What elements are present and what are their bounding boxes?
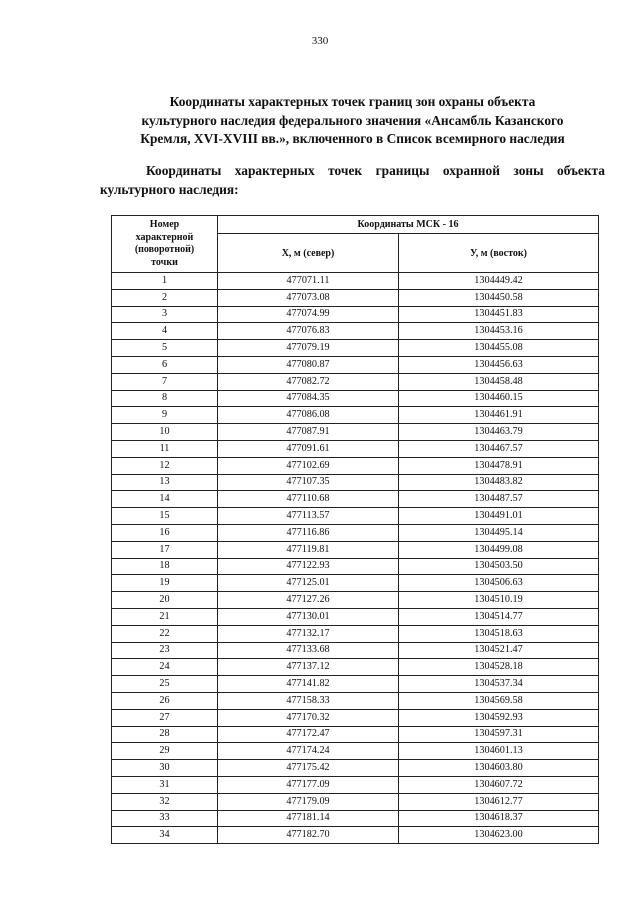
point-number-cell: 32 (112, 793, 218, 810)
x-coordinate-cell: 477086.08 (218, 407, 399, 424)
point-number-cell: 20 (112, 592, 218, 609)
table-row (112, 457, 599, 474)
table-row (112, 356, 599, 373)
subtitle-line: культурного наследия: (100, 182, 239, 197)
table-row (112, 760, 599, 777)
title-line: Координаты характерных точек границ зон охраны объекта (169, 94, 536, 109)
table-row (112, 508, 599, 525)
point-number-cell: 5 (112, 340, 218, 357)
table-row (112, 642, 599, 659)
y-coordinate-cell: 1304460.15 (399, 390, 599, 407)
table-row (112, 289, 599, 306)
y-coordinate-cell: 1304453.16 (399, 323, 599, 340)
point-number-cell: 2 (112, 289, 218, 306)
point-number-cell: 19 (112, 575, 218, 592)
point-number-cell: 27 (112, 709, 218, 726)
x-coordinate-cell: 477102.69 (218, 457, 399, 474)
table-row (112, 625, 599, 642)
point-number-cell: 21 (112, 608, 218, 625)
x-coordinate-cell: 477113.57 (218, 508, 399, 525)
x-coordinate-cell: 477179.09 (218, 793, 399, 810)
x-coordinate-cell: 477110.68 (218, 491, 399, 508)
y-coordinate-cell: 1304514.77 (399, 608, 599, 625)
coordinates-table (111, 215, 599, 844)
y-coordinate-cell: 1304491.01 (399, 508, 599, 525)
y-coordinate-header: У, м (восток) (399, 234, 599, 273)
x-coordinate-cell: 477074.99 (218, 306, 399, 323)
y-coordinate-cell: 1304518.63 (399, 625, 599, 642)
table-row (112, 692, 599, 709)
y-coordinate-cell: 1304456.63 (399, 356, 599, 373)
point-number-cell: 6 (112, 356, 218, 373)
x-coordinate-cell: 477172.47 (218, 726, 399, 743)
y-coordinate-cell: 1304451.83 (399, 306, 599, 323)
x-coordinate-cell: 477177.09 (218, 776, 399, 793)
y-coordinate-cell: 1304458.48 (399, 373, 599, 390)
table-row (112, 726, 599, 743)
table-row (112, 407, 599, 424)
point-number-cell: 9 (112, 407, 218, 424)
x-coordinate-cell: 477116.86 (218, 524, 399, 541)
x-coordinate-cell: 477133.68 (218, 642, 399, 659)
y-coordinate-cell: 1304618.37 (399, 810, 599, 827)
x-coordinate-cell: 477182.70 (218, 827, 399, 844)
table-row (112, 592, 599, 609)
x-coordinate-cell: 477137.12 (218, 659, 399, 676)
point-number-cell: 11 (112, 440, 218, 457)
y-coordinate-cell: 1304612.77 (399, 793, 599, 810)
x-coordinate-cell: 477130.01 (218, 608, 399, 625)
y-coordinate-cell: 1304592.93 (399, 709, 599, 726)
x-coordinate-cell: 477084.35 (218, 390, 399, 407)
point-number-cell: 28 (112, 726, 218, 743)
x-coordinate-cell: 477125.01 (218, 575, 399, 592)
y-coordinate-cell: 1304569.58 (399, 692, 599, 709)
point-number-cell: 8 (112, 390, 218, 407)
point-number-cell: 23 (112, 642, 218, 659)
y-coordinate-cell: 1304537.34 (399, 676, 599, 693)
table-row (112, 340, 599, 357)
point-number-cell: 15 (112, 508, 218, 525)
y-coordinate-cell: 1304528.18 (399, 659, 599, 676)
y-coordinate-cell: 1304603.80 (399, 760, 599, 777)
page-number: 330 (311, 35, 329, 47)
point-number-cell: 22 (112, 625, 218, 642)
x-coordinate-cell: 477091.61 (218, 440, 399, 457)
point-number-cell: 17 (112, 541, 218, 558)
table-row (112, 676, 599, 693)
table-row (112, 373, 599, 390)
x-coordinate-header: X, м (север) (218, 234, 399, 273)
table-row (112, 810, 599, 827)
x-coordinate-cell: 477079.19 (218, 340, 399, 357)
table-row (112, 323, 599, 340)
point-number-cell: 7 (112, 373, 218, 390)
table-row (112, 474, 599, 491)
y-coordinate-cell: 1304461.91 (399, 407, 599, 424)
table-row (112, 440, 599, 457)
point-number-cell: 4 (112, 323, 218, 340)
y-coordinate-cell: 1304467.57 (399, 440, 599, 457)
title-line: Кремля, XVI-XVIII вв.», включенного в Список всемирного наследия (140, 131, 565, 146)
y-coordinate-cell: 1304463.79 (399, 424, 599, 441)
section-subtitle (100, 161, 605, 199)
x-coordinate-cell: 477158.33 (218, 692, 399, 709)
point-number-cell: 10 (112, 424, 218, 441)
point-number-cell: 34 (112, 827, 218, 844)
table-row (112, 608, 599, 625)
point-number-cell: 29 (112, 743, 218, 760)
y-coordinate-cell: 1304607.72 (399, 776, 599, 793)
y-coordinate-cell: 1304597.31 (399, 726, 599, 743)
point-number-cell: 26 (112, 692, 218, 709)
table-row (112, 491, 599, 508)
table-row (112, 273, 599, 290)
x-coordinate-cell: 477087.91 (218, 424, 399, 441)
y-coordinate-cell: 1304521.47 (399, 642, 599, 659)
table-row (112, 659, 599, 676)
point-number-cell: 31 (112, 776, 218, 793)
point-number-header (112, 216, 218, 273)
x-coordinate-cell: 477175.42 (218, 760, 399, 777)
point-number-cell: 33 (112, 810, 218, 827)
y-coordinate-cell: 1304510.19 (399, 592, 599, 609)
header-line: Номер (149, 219, 180, 230)
y-coordinate-cell: 1304601.13 (399, 743, 599, 760)
x-coordinate-cell: 477174.24 (218, 743, 399, 760)
header-line: характерной (135, 231, 194, 243)
subtitle-line: Координаты характерных точек границы охранной зоны объекта (146, 163, 605, 178)
x-coordinate-cell: 477170.32 (218, 709, 399, 726)
x-coordinate-cell: 477127.26 (218, 592, 399, 609)
x-coordinate-cell: 477141.82 (218, 676, 399, 693)
coordinates-group-header: Координаты МСК - 16 (218, 216, 599, 234)
y-coordinate-cell: 1304455.08 (399, 340, 599, 357)
coordinates-table-body (112, 273, 599, 844)
y-coordinate-cell: 1304506.63 (399, 575, 599, 592)
point-number-cell: 18 (112, 558, 218, 575)
table-row (112, 306, 599, 323)
table-row (112, 558, 599, 575)
table-row (112, 575, 599, 592)
document-title (100, 93, 605, 149)
table-row (112, 541, 599, 558)
y-coordinate-cell: 1304623.00 (399, 827, 599, 844)
y-coordinate-cell: 1304503.50 (399, 558, 599, 575)
x-coordinate-cell: 477122.93 (218, 558, 399, 575)
point-number-cell: 1 (112, 273, 218, 290)
x-coordinate-cell: 477080.87 (218, 356, 399, 373)
table-row (112, 524, 599, 541)
y-coordinate-cell: 1304450.58 (399, 289, 599, 306)
point-number-cell: 3 (112, 306, 218, 323)
x-coordinate-cell: 477132.17 (218, 625, 399, 642)
x-coordinate-cell: 477073.08 (218, 289, 399, 306)
x-coordinate-cell: 477071.11 (218, 273, 399, 290)
table-row (112, 390, 599, 407)
point-number-cell: 14 (112, 491, 218, 508)
table-row (112, 827, 599, 844)
y-coordinate-cell: 1304478.91 (399, 457, 599, 474)
table-row (112, 793, 599, 810)
y-coordinate-cell: 1304495.14 (399, 524, 599, 541)
x-coordinate-cell: 477076.83 (218, 323, 399, 340)
header-line: (поворотной) (134, 244, 195, 255)
table-row (112, 709, 599, 726)
title-line: культурного наследия федерального значения «Ансамбль Казанского (141, 112, 564, 128)
header-line: точки (151, 256, 178, 268)
table-row (112, 743, 599, 760)
x-coordinate-cell: 477107.35 (218, 474, 399, 491)
point-number-cell: 24 (112, 659, 218, 676)
point-number-cell: 12 (112, 457, 218, 474)
x-coordinate-cell: 477119.81 (218, 541, 399, 558)
x-coordinate-cell: 477181.14 (218, 810, 399, 827)
y-coordinate-cell: 1304449.42 (399, 273, 599, 290)
y-coordinate-cell: 1304483.82 (399, 474, 599, 491)
point-number-cell: 25 (112, 676, 218, 693)
x-coordinate-cell: 477082.72 (218, 373, 399, 390)
table-row (112, 776, 599, 793)
y-coordinate-cell: 1304499.08 (399, 541, 599, 558)
table-row (112, 424, 599, 441)
y-coordinate-cell: 1304487.57 (399, 491, 599, 508)
point-number-cell: 16 (112, 524, 218, 541)
point-number-cell: 13 (112, 474, 218, 491)
point-number-cell: 30 (112, 760, 218, 777)
